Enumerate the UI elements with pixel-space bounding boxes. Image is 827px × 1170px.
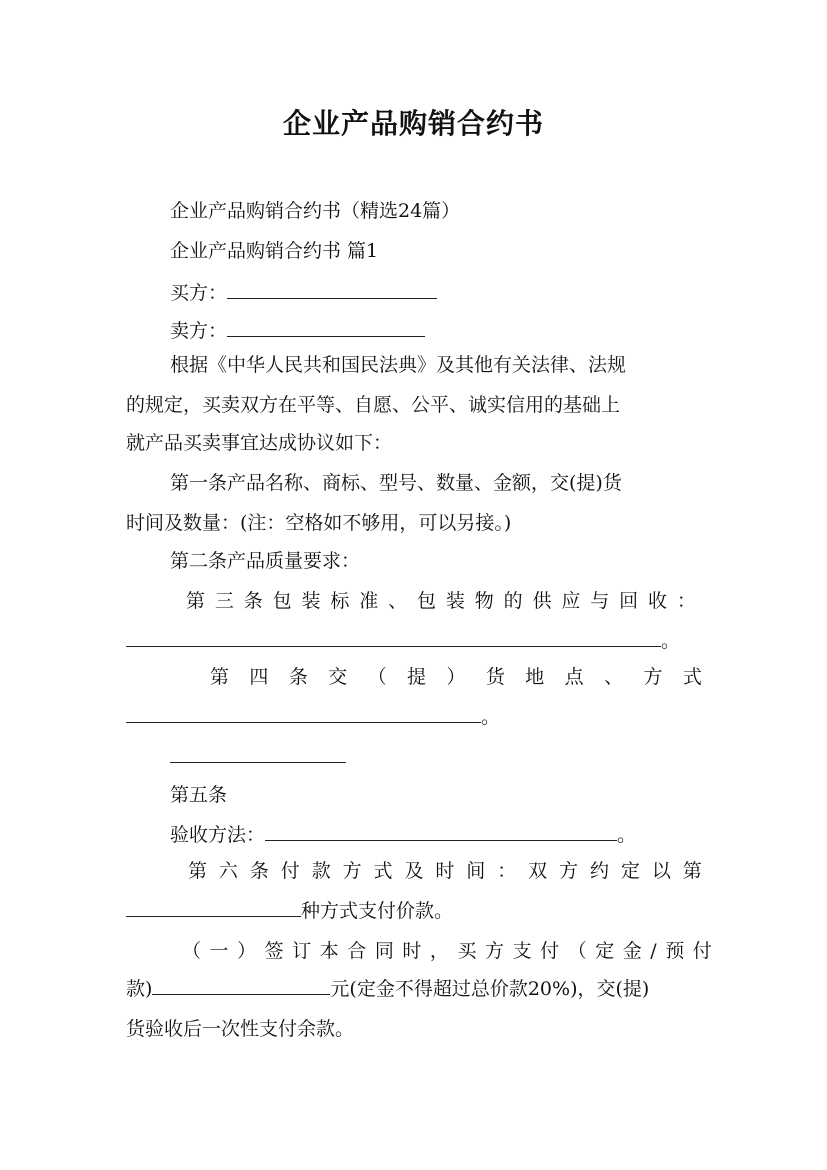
- justified-char: 包: [272, 590, 292, 612]
- justified-char: 标: [330, 590, 350, 612]
- article6-line-2: [126, 898, 453, 924]
- payment1-suffix: 元(定金不得超过总价款20%)，交(提): [330, 978, 650, 1000]
- justified-char: （: [367, 666, 387, 688]
- justified-char: 款: [311, 860, 331, 882]
- justified-char: 付: [692, 940, 712, 962]
- justified-char: 时: [435, 860, 455, 882]
- justified-char: 支: [512, 940, 532, 962]
- justified-char: 付: [280, 860, 300, 882]
- article5: 第五条: [170, 784, 228, 806]
- justified-char: 条: [249, 860, 269, 882]
- period: 。: [617, 824, 637, 846]
- justified-char: 货: [485, 666, 505, 688]
- justified-char: 方: [643, 666, 663, 688]
- justified-char: ）: [446, 666, 466, 688]
- justified-char: 第: [682, 860, 702, 882]
- intro-line-2: 的规定，买卖双方在平等、自愿、公平、诚实信用的基础上: [126, 394, 621, 416]
- justified-char: 方: [559, 860, 579, 882]
- payment1-prefix: 款): [126, 978, 153, 1000]
- justified-char: 条: [243, 590, 263, 612]
- article6-suffix: 种方式支付价款。: [301, 900, 454, 922]
- justified-char: 收: [648, 590, 668, 612]
- justified-char: 、: [388, 590, 408, 612]
- justified-char: 点: [564, 666, 584, 688]
- justified-char: 式: [682, 666, 702, 688]
- buyer-line: [170, 280, 437, 306]
- justified-char: 准: [359, 590, 379, 612]
- payment1-blank: [152, 976, 330, 995]
- justified-char: ：: [497, 860, 517, 882]
- section-heading: 企业产品购销合约书 篇1: [170, 240, 379, 262]
- justified-char: 定: [620, 860, 640, 882]
- justified-char: 交: [328, 666, 348, 688]
- article6-line-1: [188, 858, 702, 884]
- article3-line-1: [186, 588, 696, 614]
- justified-char: 物: [474, 590, 494, 612]
- justified-char: 第: [186, 590, 206, 612]
- payment1-line-3: 货验收后一次性支付余款。: [126, 1018, 355, 1040]
- justified-char: 金: [622, 940, 642, 962]
- justified-char: 方: [342, 860, 362, 882]
- document-subtitle: 企业产品购销合约书（精选24篇）: [170, 200, 461, 222]
- justified-char: 回: [619, 590, 639, 612]
- justified-char: 方: [485, 940, 505, 962]
- standalone-blank: [170, 744, 346, 763]
- justified-char: 的: [503, 590, 523, 612]
- article6-blank: [126, 898, 301, 917]
- justified-char: 同: [374, 940, 394, 962]
- article3-blank: [126, 628, 661, 647]
- justified-char: 预: [665, 940, 685, 962]
- justified-char: 、: [604, 666, 624, 688]
- justified-char: （: [567, 940, 587, 962]
- seller-line: [170, 318, 425, 344]
- justified-char: （: [182, 940, 202, 962]
- period: 。: [661, 630, 681, 652]
- seller-label: 卖方：: [170, 320, 228, 342]
- justified-char: 条: [288, 666, 308, 688]
- period: 。: [481, 706, 501, 728]
- justified-char: 合: [347, 940, 367, 962]
- buyer-blank: [227, 280, 437, 299]
- payment1-line-2: [126, 976, 649, 1002]
- justified-char: 地: [525, 666, 545, 688]
- justified-char: ）: [237, 940, 257, 962]
- justified-char: 订: [292, 940, 312, 962]
- justified-char: 应: [561, 590, 581, 612]
- seller-blank: [227, 318, 425, 337]
- justified-char: 三: [214, 590, 234, 612]
- article3-line-2: [126, 628, 680, 654]
- payment1-line-1: [182, 938, 712, 964]
- justified-char: 约: [589, 860, 609, 882]
- justified-char: 第: [210, 666, 230, 688]
- justified-char: 时: [402, 940, 422, 962]
- justified-char: 四: [249, 666, 269, 688]
- justified-char: 以: [651, 860, 671, 882]
- justified-char: 定: [595, 940, 615, 962]
- intro-line-3: 就产品买卖事宜达成协议如下：: [126, 432, 393, 454]
- acceptance-blank: [265, 822, 617, 841]
- acceptance-label: 验收方法：: [170, 824, 266, 846]
- justified-char: 第: [188, 860, 208, 882]
- justified-char: 本: [319, 940, 339, 962]
- article4-line-2: [126, 704, 500, 730]
- justified-char: 及: [404, 860, 424, 882]
- justified-char: 装: [445, 590, 465, 612]
- article2: 第二条产品质量要求：: [170, 550, 361, 572]
- justified-char: 式: [373, 860, 393, 882]
- buyer-label: 买方：: [170, 282, 228, 304]
- justified-char: 供: [532, 590, 552, 612]
- article1-line-2: 时间及数量：(注：空格如不够用，可以另接。): [126, 512, 512, 534]
- justified-char: 签: [264, 940, 284, 962]
- justified-char: 间: [466, 860, 486, 882]
- justified-char: ：: [676, 590, 696, 612]
- article1-line-1: 第一条产品名称、商标、型号、数量、金额，交(提)货: [170, 472, 622, 494]
- justified-char: ，: [429, 940, 449, 962]
- justified-char: /: [650, 940, 657, 962]
- article4-line-1: [210, 664, 702, 690]
- justified-char: 包: [417, 590, 437, 612]
- justified-char: 与: [590, 590, 610, 612]
- standalone-blank-line: [170, 744, 346, 770]
- justified-char: 付: [540, 940, 560, 962]
- article4-blank: [126, 704, 481, 723]
- justified-char: 双: [528, 860, 548, 882]
- acceptance-line: [170, 822, 636, 848]
- document-title: 企业产品购销合约书: [282, 107, 544, 140]
- justified-char: 六: [218, 860, 238, 882]
- justified-char: 买: [457, 940, 477, 962]
- justified-char: 一: [209, 940, 229, 962]
- intro-line-1: 根据《中华人民共和国民法典》及其他有关法律、法规: [170, 354, 627, 376]
- justified-char: 装: [301, 590, 321, 612]
- justified-char: 提: [407, 666, 427, 688]
